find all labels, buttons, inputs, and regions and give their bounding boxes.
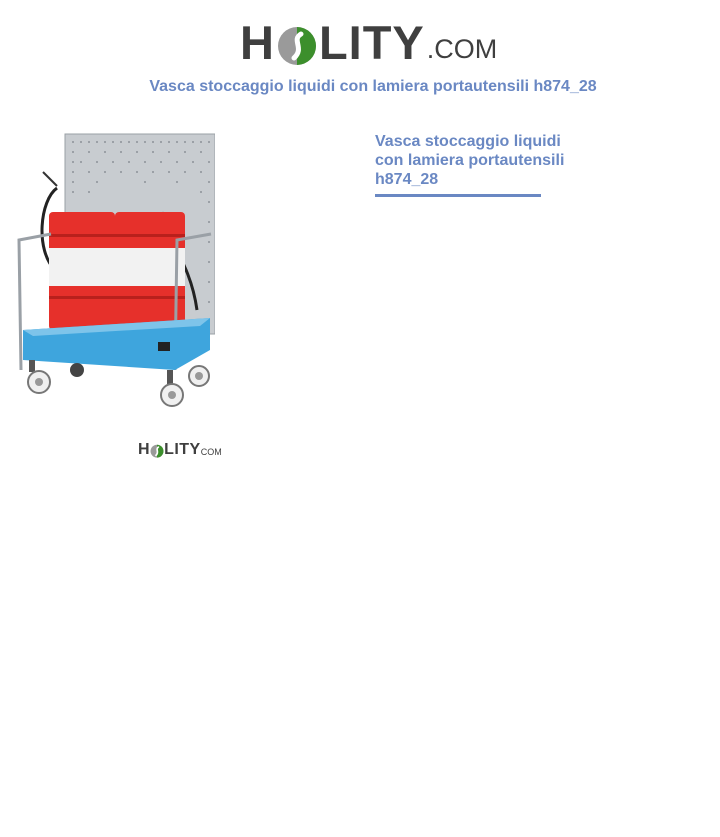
logo-letter-h: H	[240, 16, 275, 69]
logo-o-icon	[277, 22, 317, 66]
drum-storage-trolley-image	[15, 130, 215, 415]
product-title: Vasca stoccaggio liquidi con lamiera portautensili h874_28	[375, 133, 565, 188]
logo-suffix: .COM	[426, 34, 498, 64]
title-underline	[375, 194, 541, 197]
image-watermark-logo	[138, 438, 222, 458]
watermark-suffix: COM	[200, 447, 222, 457]
watermark-o-icon	[150, 443, 164, 458]
watermark-word-lity: LITY	[164, 441, 201, 458]
watermark-letter-h: H	[138, 441, 151, 458]
site-logo[interactable]	[240, 10, 498, 69]
page-title: Vasca stoccaggio liquidi con lamiera portautensili h874_28	[149, 78, 597, 95]
logo-word-lity: LITY	[318, 16, 425, 69]
